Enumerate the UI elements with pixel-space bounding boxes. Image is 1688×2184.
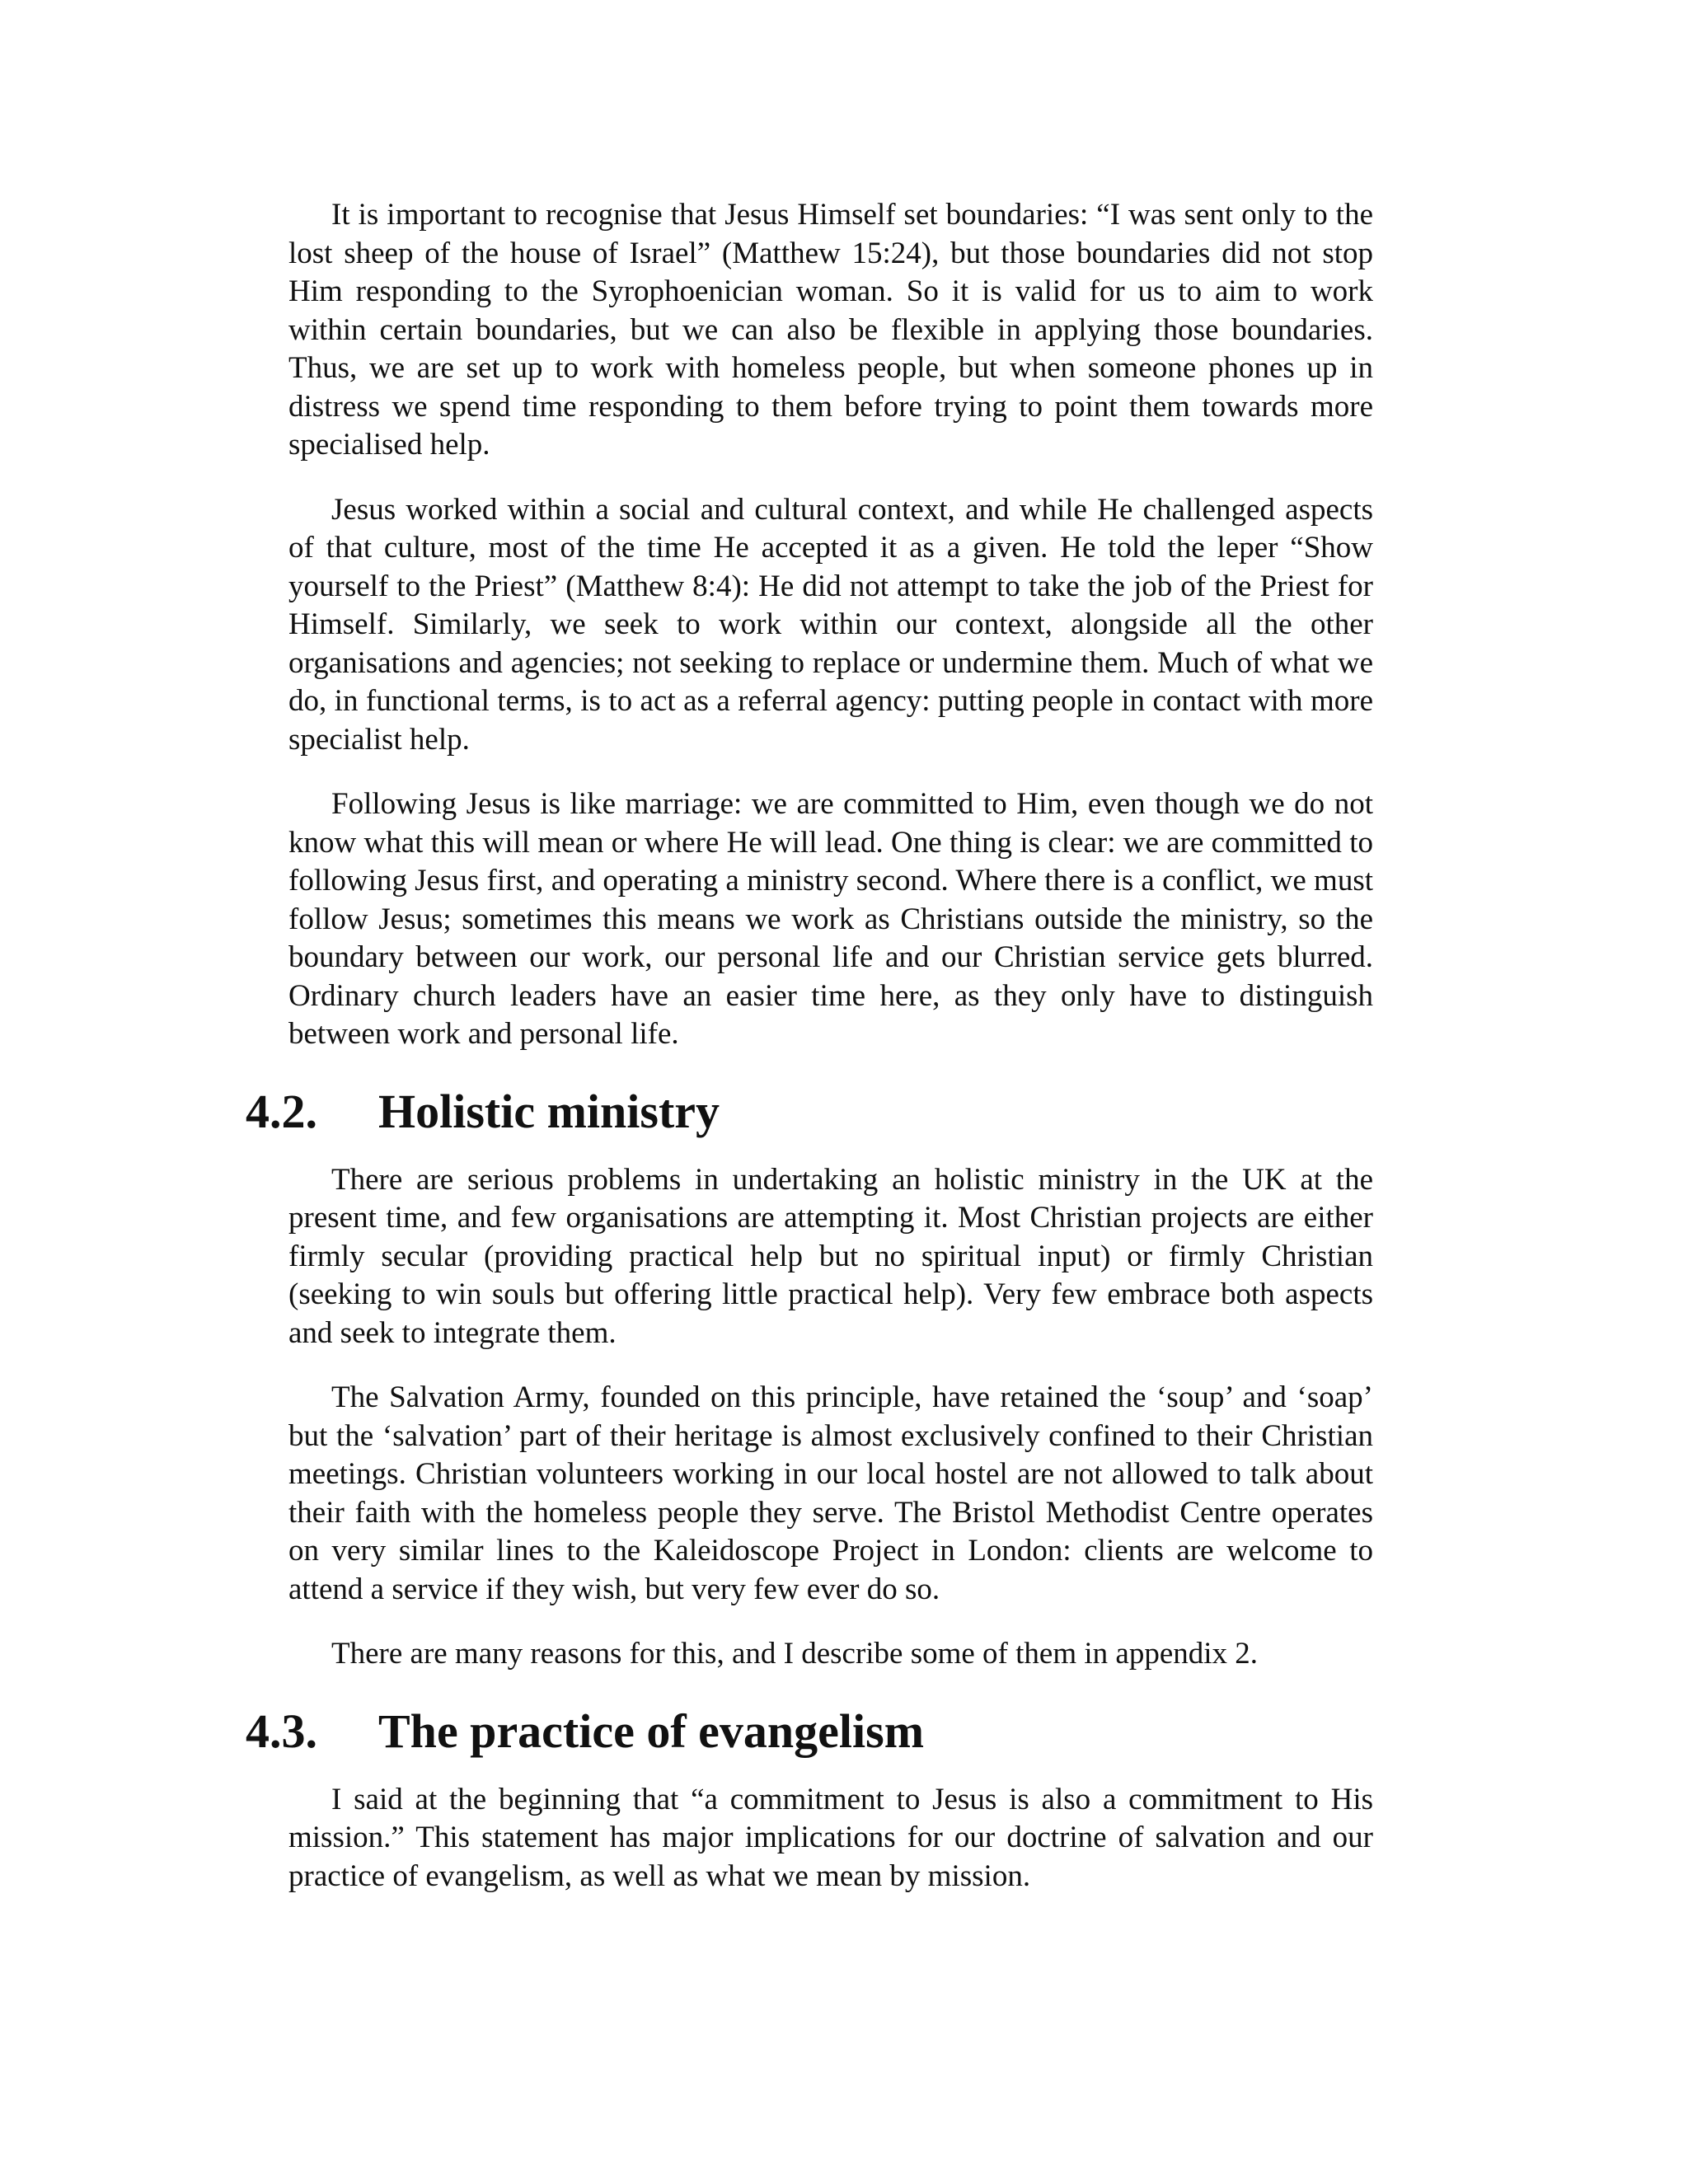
paragraph-holistic-problems: There are serious problems in undertaking an holistic ministry in the UK at the present time, and few organisations are attempting it. Most Christian projects are either firmly secular (providing practical help but no spiritual input) or firmly Christian (seeking to win souls but offering little practical help). Very few embrace both aspects and seek to integrate them.	[288, 1162, 1373, 1350]
section-heading-practice-of-evangelism	[246, 1700, 1373, 1763]
paragraph-social-context: Jesus worked within a social and cultural context, and while He challenged aspects of that culture, most of the time He accepted it as a given. He told the leper “Show yourself to the Priest” (Matthew 8:4): He did not attempt to take the job of the Priest for Himself. Similarly, we seek to work within our context, alongside all the other organisations and agencies; not seeking to replace or undermine them. Much of what we do, in functional terms, is to act as a referral agency: putting people in contact with more specialist help.	[288, 492, 1373, 757]
paragraph-salvation-army: The Salvation Army, founded on this principle, have retained the ‘soup’ and ‘soap’ but the ‘salvation’ part of their heritage is almost exclusively confined to their Christian meetings. Christian volunteers working in our local hostel are not allowed to talk about their faith with the homeless people they serve. The Bristol Methodist Centre operates on very similar lines to the Kaleidoscope Project in London: clients are welcome to attend a service if they wish, but very few ever do so.	[288, 1380, 1373, 1606]
section-title: Holistic ministry	[378, 1084, 720, 1138]
page-body	[246, 196, 1373, 1896]
paragraph-boundaries: It is important to recognise that Jesus Himself set boundaries: “I was sent only to the lost sheep of the house of Israel” (Matthew 15:24), but those boundaries did not stop Him responding to the Syrophoenician woman. So it is valid for us to aim to work within certain boundaries, but we can also be flexible in applying those boundaries. Thus, we are set up to work with homeless people, but when someone phones up in distress we spend time responding to them before trying to point them towards more specialised help.	[288, 198, 1373, 462]
section-title: The practice of evangelism	[378, 1704, 925, 1758]
paragraph-following-jesus: Following Jesus is like marriage: we are committed to Him, even though we do not know what this will mean or where He will lead. One thing is clear: we are committed to following Jesus first, and operating a ministry second. Where there is a conflict, we must follow Jesus; sometimes this means we work as Christians outside the ministry, so the boundary between our work, our personal life and our Christian service gets blurred. Ordinary church leaders have an easier time here, as they only have to distinguish between work and personal life.	[288, 787, 1373, 1051]
paragraph-reasons: There are many reasons for this, and I describe some of them in appendix 2.	[331, 1637, 1259, 1671]
section-number: 4.3.	[246, 1704, 317, 1758]
section-number: 4.2.	[246, 1084, 317, 1138]
paragraph-commitment-to-mission: I said at the beginning that “a commitment to Jesus is also a commitment to His mission.” This statement has major implications for our doctrine of salvation and our practice of evangelism, as well as what we mean by mission.	[288, 1782, 1373, 1893]
section-heading-holistic-ministry	[246, 1080, 1373, 1143]
